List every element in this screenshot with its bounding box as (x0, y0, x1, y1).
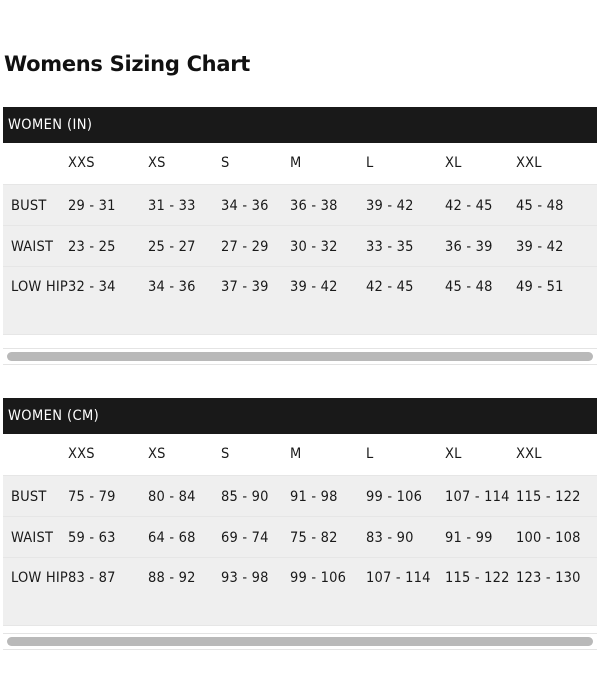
scrollbar-thumb[interactable] (7, 637, 593, 646)
table-cell: 34 - 36 (148, 279, 196, 295)
table-cell: 25 - 27 (148, 239, 196, 255)
size-label: XS (148, 155, 166, 171)
scrollbar-thumb[interactable] (7, 352, 593, 361)
size-label: S (221, 446, 230, 462)
table-cell: 42 - 45 (445, 198, 493, 214)
corner-cell (3, 434, 68, 446)
measure-label: WAIST (11, 239, 54, 255)
table-cell: 36 - 39 (445, 239, 493, 255)
table-row (3, 185, 597, 226)
table-cell: 45 - 48 (516, 198, 564, 214)
table-cell: 34 - 36 (221, 198, 269, 214)
measure-label: LOW HIP (11, 279, 68, 295)
size-label: XXL (516, 446, 542, 462)
table-row (3, 226, 597, 267)
size-label: L (366, 446, 374, 462)
table-cell: 88 - 92 (148, 570, 196, 586)
table-row (3, 476, 597, 517)
table-row (3, 267, 597, 335)
measure-label: LOW HIP (11, 570, 68, 586)
horizontal-scrollbar[interactable] (3, 348, 597, 365)
table-cell: 85 - 90 (221, 489, 269, 505)
size-label: XL (445, 155, 462, 171)
table-cell: 39 - 42 (516, 239, 564, 255)
table-cell: 49 - 51 (516, 279, 564, 295)
table-cell: 64 - 68 (148, 530, 196, 546)
table-cell: 75 - 79 (68, 489, 116, 505)
table-cell: 99 - 106 (366, 489, 423, 505)
page-title: Womens Sizing Chart (4, 52, 250, 76)
size-label: M (290, 155, 302, 171)
table-header: WOMEN (CM) (3, 398, 597, 434)
table-row (3, 558, 597, 626)
table-cell: 37 - 39 (221, 279, 269, 295)
table-cell: 27 - 29 (221, 239, 269, 255)
table-cell: 69 - 74 (221, 530, 269, 546)
table-cell: 33 - 35 (366, 239, 414, 255)
table-cell: 31 - 33 (148, 198, 196, 214)
size-label: XXS (68, 155, 95, 171)
table-cell: 100 - 108 (516, 530, 581, 546)
table-cell: 107 - 114 (445, 489, 510, 505)
table-cell: 29 - 31 (68, 198, 116, 214)
table-cell: 115 - 122 (516, 489, 581, 505)
measure-label: WAIST (11, 530, 54, 546)
table-cell: 91 - 98 (290, 489, 338, 505)
table-cell: 83 - 87 (68, 570, 116, 586)
size-header-row (3, 143, 597, 185)
size-label: M (290, 446, 302, 462)
table-cell: 80 - 84 (148, 489, 196, 505)
table-cell: 99 - 106 (290, 570, 347, 586)
table-cell: 75 - 82 (290, 530, 338, 546)
measure-label: BUST (11, 198, 47, 214)
size-table-cm (3, 398, 597, 650)
horizontal-scrollbar[interactable] (3, 633, 597, 650)
table-cell: 83 - 90 (366, 530, 414, 546)
measure-label: BUST (11, 489, 47, 505)
table-cell: 123 - 130 (516, 570, 581, 586)
table-cell: 91 - 99 (445, 530, 493, 546)
table-cell: 42 - 45 (366, 279, 414, 295)
table-cell: 107 - 114 (366, 570, 431, 586)
table-cell: 93 - 98 (221, 570, 269, 586)
table-cell: 23 - 25 (68, 239, 116, 255)
size-table-inches (3, 107, 597, 365)
table-header: WOMEN (IN) (3, 107, 597, 143)
size-label: XL (445, 446, 462, 462)
table-cell: 32 - 34 (68, 279, 116, 295)
size-label: XXS (68, 446, 95, 462)
table-cell: 30 - 32 (290, 239, 338, 255)
table-cell: 36 - 38 (290, 198, 338, 214)
table-cell: 115 - 122 (445, 570, 510, 586)
table-row (3, 517, 597, 558)
table-cell: 59 - 63 (68, 530, 116, 546)
size-label: XXL (516, 155, 542, 171)
table-cell: 39 - 42 (290, 279, 338, 295)
table-cell: 39 - 42 (366, 198, 414, 214)
size-label: L (366, 155, 374, 171)
size-header-row (3, 434, 597, 476)
corner-cell (3, 143, 68, 155)
table-cell: 45 - 48 (445, 279, 493, 295)
size-label: XS (148, 446, 166, 462)
size-label: S (221, 155, 230, 171)
